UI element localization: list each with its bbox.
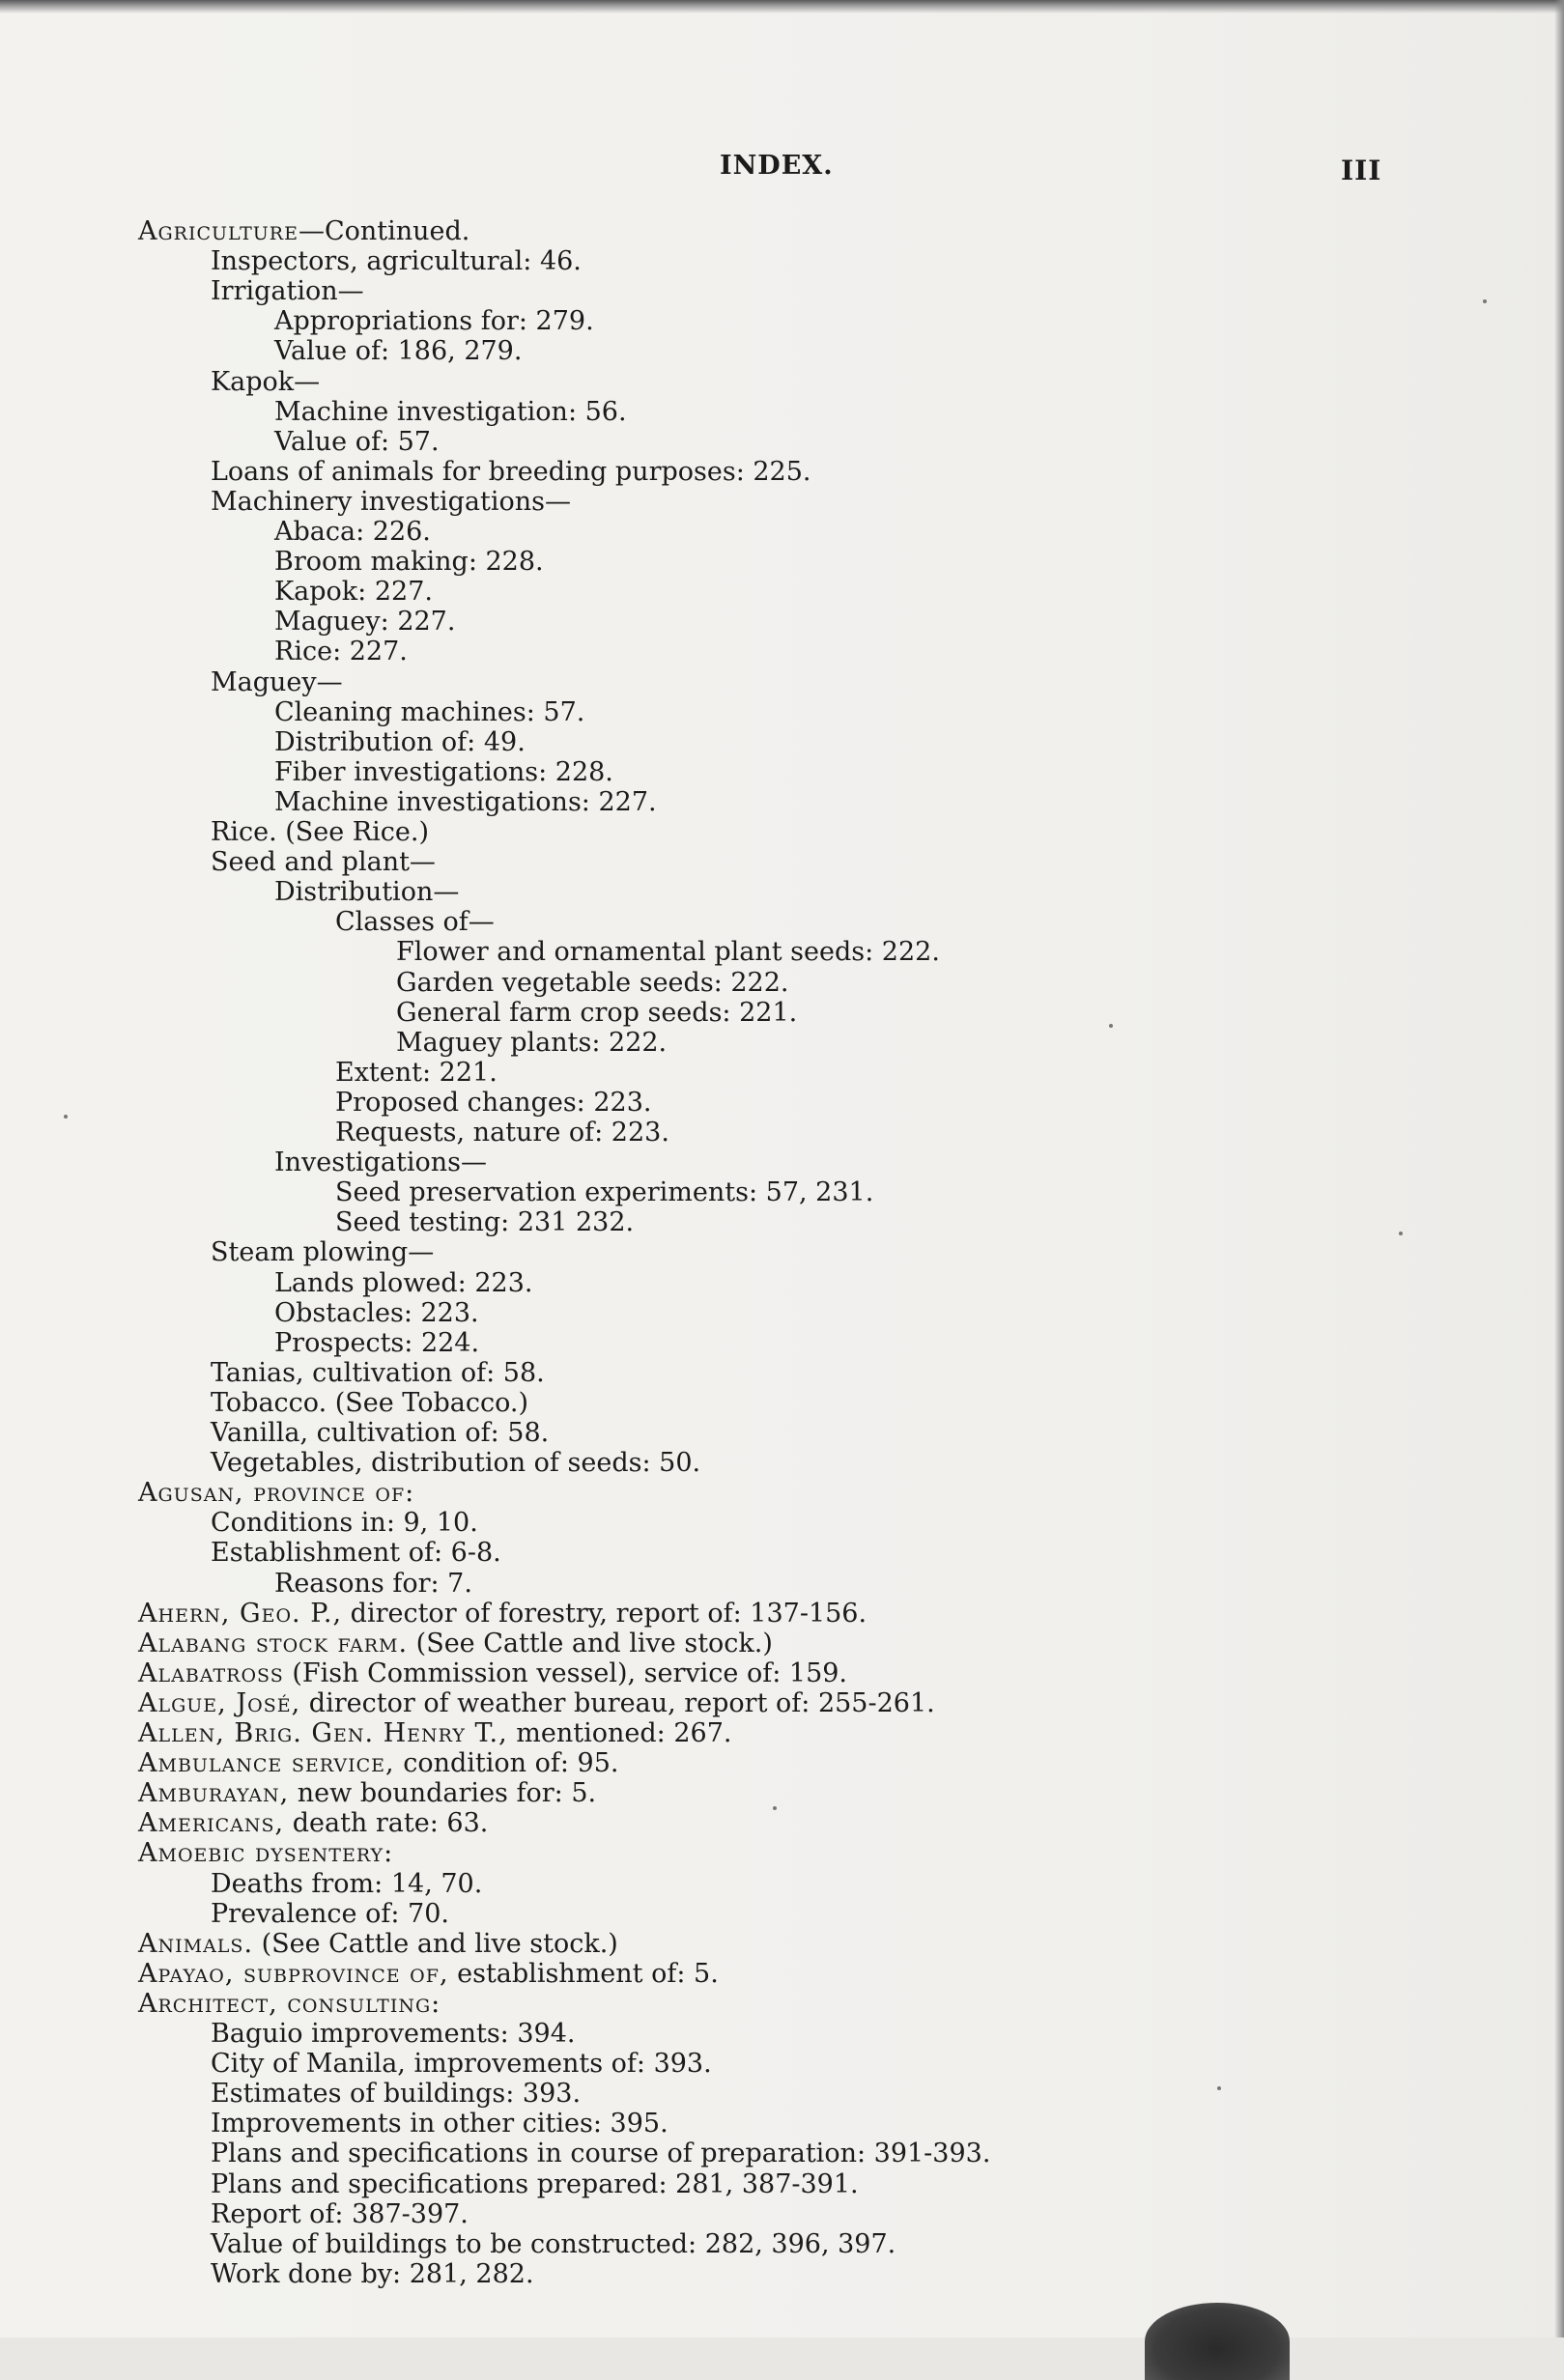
entry-text: Classes of— bbox=[335, 907, 495, 938]
entry-text: Broom making: 228. bbox=[274, 547, 544, 578]
entry-text: Investigations— bbox=[274, 1148, 487, 1178]
entry-text: Flower and ornamental plant seeds: 222. bbox=[396, 937, 940, 968]
entry-text: Reasons for: 7. bbox=[274, 1568, 472, 1599]
index-subentry bbox=[211, 848, 436, 877]
index-subentry bbox=[211, 1238, 434, 1267]
index-subentry bbox=[211, 2260, 534, 2289]
entry-text: Maguey: 227. bbox=[274, 607, 456, 638]
entry-text: establishment of: 5. bbox=[448, 1958, 719, 1989]
index-subentry bbox=[211, 1509, 478, 1538]
index-subentry bbox=[274, 878, 459, 907]
index-subentry bbox=[335, 1059, 498, 1088]
entry-text: Prospects: 224. bbox=[274, 1327, 480, 1358]
entry-text: Obstacles: 223. bbox=[274, 1297, 479, 1328]
index-subentry bbox=[274, 608, 455, 637]
index-subentry bbox=[211, 1449, 700, 1478]
entry-heading: Alabang stock farm. bbox=[138, 1628, 409, 1658]
index-subentry bbox=[211, 247, 582, 276]
paper-speck bbox=[1109, 1024, 1113, 1028]
index-subentry bbox=[274, 337, 522, 366]
entry-text: Appropriations for: 279. bbox=[274, 306, 594, 337]
index-subentry bbox=[274, 1329, 479, 1358]
index-subentry bbox=[274, 758, 613, 787]
entry-text: mentioned: 267. bbox=[507, 1718, 732, 1748]
index-subentry bbox=[211, 488, 571, 517]
entry-text: Kapok: 227. bbox=[274, 577, 433, 608]
entry-text: director of forestry, report of: 137-156. bbox=[342, 1598, 867, 1629]
index-subentry bbox=[211, 368, 320, 397]
entry-text: Maguey plants: 222. bbox=[396, 1027, 668, 1058]
entry-text: Report of: 387-397. bbox=[211, 2198, 469, 2229]
index-main-entry bbox=[138, 1930, 618, 1959]
index-main-entry bbox=[138, 1479, 414, 1508]
index-subentry bbox=[274, 307, 594, 336]
index-subentry bbox=[211, 1900, 449, 1929]
entry-heading: Amoebic dysentery: bbox=[138, 1838, 394, 1869]
index-subentry bbox=[274, 728, 526, 757]
index-subentry bbox=[335, 1089, 651, 1118]
entry-text: Seed and plant— bbox=[211, 847, 436, 878]
entry-heading: Architect, consulting: bbox=[138, 1988, 441, 2019]
index-subentry bbox=[211, 818, 429, 847]
entry-heading: Animals. bbox=[138, 1928, 254, 1959]
index-subentry bbox=[211, 2080, 581, 2109]
entry-text: director of weather bureau, report of: 255-261. bbox=[300, 1687, 935, 1718]
entry-heading: Allen, Brig. Gen. Henry T., bbox=[138, 1718, 508, 1748]
running-head-title: INDEX. bbox=[720, 151, 834, 181]
index-main-entry bbox=[138, 1629, 773, 1658]
index-main-entry bbox=[138, 1749, 618, 1778]
index-main-entry bbox=[138, 1809, 488, 1838]
entry-text: Conditions in: 9, 10. bbox=[211, 1508, 478, 1539]
entry-text: Proposed changes: 223. bbox=[335, 1087, 652, 1118]
index-subentry bbox=[211, 2020, 575, 2049]
entry-text: Seed testing: 231 232. bbox=[335, 1207, 635, 1238]
index-main-entry bbox=[138, 1960, 719, 1989]
index-subentry bbox=[211, 1359, 545, 1388]
entry-text: Estimates of buildings: 393. bbox=[211, 2079, 582, 2110]
index-main-entry bbox=[138, 1600, 867, 1629]
entry-text: Baguio improvements: 394. bbox=[211, 2019, 576, 2049]
index-subentry bbox=[274, 788, 657, 817]
index-subentry bbox=[211, 1870, 482, 1899]
entry-text: Machinery investigations— bbox=[211, 486, 571, 517]
index-subentry bbox=[211, 1419, 549, 1448]
paper-speck bbox=[773, 1806, 777, 1810]
paper-speck bbox=[64, 1115, 68, 1119]
entry-text: Inspectors, agricultural: 46. bbox=[211, 246, 582, 277]
index-subentry bbox=[211, 2170, 859, 2199]
entry-text: Tanias, cultivation of: 58. bbox=[211, 1357, 545, 1388]
entry-text: —Continued. bbox=[298, 216, 470, 246]
entry-text: Cleaning machines: 57. bbox=[274, 696, 585, 727]
entry-text: Distribution— bbox=[274, 877, 460, 908]
entry-text: Loans of animals for breeding purposes: 225. bbox=[211, 456, 811, 487]
paper-speck bbox=[1483, 299, 1487, 303]
entry-text: Irrigation— bbox=[211, 276, 364, 307]
entry-text: Machine investigations: 227. bbox=[274, 786, 657, 817]
entry-text: Prevalence of: 70. bbox=[211, 1898, 449, 1929]
entry-text: Lands plowed: 223. bbox=[274, 1267, 533, 1298]
entry-heading: Algue, José, bbox=[138, 1687, 301, 1718]
entry-text: Establishment of: 6-8. bbox=[211, 1538, 501, 1569]
entry-text: (See Cattle and live stock.) bbox=[253, 1928, 618, 1959]
entry-heading: Ahern, Geo. P., bbox=[138, 1598, 343, 1629]
index-main-entry bbox=[138, 1839, 393, 1868]
index-main-entry bbox=[138, 1659, 847, 1688]
index-subentry bbox=[335, 908, 495, 937]
entry-text: Distribution of: 49. bbox=[274, 726, 526, 757]
entry-heading: Apayao, subprovince of, bbox=[138, 1958, 449, 1989]
index-subentry bbox=[211, 2139, 990, 2168]
index-subentry bbox=[274, 638, 408, 666]
index-main-entry bbox=[138, 1779, 596, 1808]
index-subentry bbox=[211, 2230, 896, 2259]
entry-heading: Alabatross bbox=[138, 1658, 284, 1688]
entry-text: condition of: 95. bbox=[394, 1748, 619, 1779]
entry-text: Plans and specifications prepared: 281, 387-391. bbox=[211, 2168, 859, 2199]
index-subentry bbox=[274, 1299, 479, 1328]
paper-speck bbox=[1217, 2086, 1221, 2090]
entry-text: Steam plowing— bbox=[211, 1237, 435, 1268]
entry-text: Abaca: 226. bbox=[274, 517, 431, 547]
index-main-entry bbox=[138, 1719, 731, 1748]
index-subentry bbox=[274, 548, 544, 577]
index-subentry bbox=[396, 969, 788, 998]
entry-text: Deaths from: 14, 70. bbox=[211, 1868, 483, 1899]
entry-heading: Agriculture bbox=[138, 216, 299, 246]
index-subentry bbox=[211, 668, 343, 697]
entry-text: Seed preservation experiments: 57, 231. bbox=[335, 1177, 874, 1208]
paper-speck bbox=[1399, 1232, 1403, 1235]
index-subentry bbox=[211, 1389, 528, 1418]
entry-text: Work done by: 281, 282. bbox=[211, 2258, 534, 2289]
index-subentry bbox=[274, 398, 627, 427]
entry-heading: Ambulance service, bbox=[138, 1748, 395, 1779]
index-subentry bbox=[396, 999, 797, 1028]
entry-text: Machine investigation: 56. bbox=[274, 396, 627, 427]
index-main-entry bbox=[138, 1990, 441, 2019]
index-subentry bbox=[396, 1029, 667, 1058]
entry-text: (Fish Commission vessel), service of: 159. bbox=[283, 1658, 848, 1688]
index-subentry bbox=[396, 938, 940, 967]
entry-text: General farm crop seeds: 221. bbox=[396, 997, 798, 1028]
entry-text: Value of: 57. bbox=[274, 426, 440, 457]
thumb-shadow bbox=[1145, 2303, 1290, 2380]
index-subentry bbox=[211, 458, 811, 487]
entry-text: Improvements in other cities: 395. bbox=[211, 2109, 668, 2139]
entry-heading: Americans, bbox=[138, 1808, 285, 1839]
entry-heading: Agusan, province of: bbox=[138, 1478, 415, 1509]
entry-text: Vanilla, cultivation of: 58. bbox=[211, 1418, 550, 1448]
entry-text: Rice: 227. bbox=[274, 637, 408, 667]
entry-text: new boundaries for: 5. bbox=[289, 1778, 597, 1809]
entry-text: Fiber investigations: 228. bbox=[274, 756, 613, 787]
entry-text: Rice. (See Rice.) bbox=[211, 817, 429, 847]
entry-text: Kapok— bbox=[211, 366, 321, 397]
index-subentry bbox=[335, 1208, 634, 1237]
index-subentry bbox=[211, 277, 364, 306]
entry-text: Requests, nature of: 223. bbox=[335, 1118, 669, 1148]
entry-text: Vegetables, distribution of seeds: 50. bbox=[211, 1448, 701, 1479]
index-subentry bbox=[211, 1539, 501, 1568]
index-subentry bbox=[335, 1178, 873, 1207]
index-main-entry bbox=[138, 217, 469, 246]
index-subentry bbox=[274, 578, 433, 607]
entry-text: Plans and specifications in course of preparation: 391-393. bbox=[211, 2139, 991, 2169]
entry-heading: Amburayan, bbox=[138, 1778, 290, 1809]
index-subentry bbox=[274, 1148, 487, 1177]
index-subentry bbox=[274, 518, 431, 547]
index-subentry bbox=[335, 1119, 669, 1148]
index-subentry bbox=[211, 2050, 712, 2079]
index-main-entry bbox=[138, 1689, 935, 1718]
entry-text: Extent: 221. bbox=[335, 1057, 498, 1088]
entry-text: Value of: 186, 279. bbox=[274, 336, 523, 367]
index-subentry bbox=[211, 2200, 469, 2229]
index-subentry bbox=[274, 428, 440, 457]
entry-text: death rate: 63. bbox=[284, 1808, 489, 1839]
entry-text: Maguey— bbox=[211, 666, 343, 697]
index-subentry bbox=[274, 1570, 472, 1599]
index-subentry bbox=[274, 1269, 532, 1298]
entry-text: City of Manila, improvements of: 393. bbox=[211, 2049, 712, 2080]
index-subentry bbox=[274, 698, 584, 727]
index-subentry bbox=[211, 2110, 668, 2139]
entry-text: (See Cattle and live stock.) bbox=[408, 1628, 773, 1658]
entry-text: Garden vegetable seeds: 222. bbox=[396, 967, 789, 998]
page-number: III bbox=[1341, 155, 1382, 186]
entry-text: Value of buildings to be constructed: 282, 396, 397. bbox=[211, 2228, 896, 2259]
entry-text: Tobacco. (See Tobacco.) bbox=[211, 1387, 528, 1418]
